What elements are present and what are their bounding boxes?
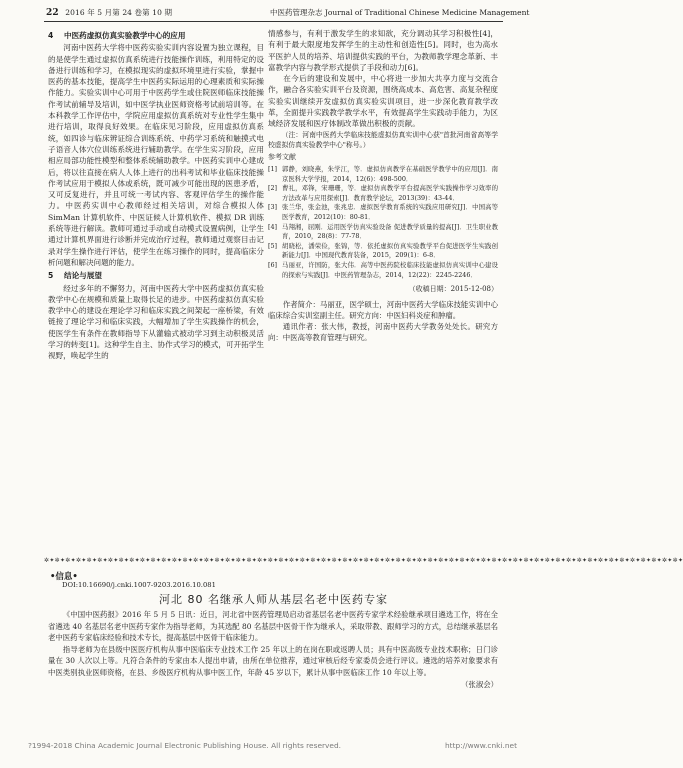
- references-title: 参考文献: [268, 152, 296, 161]
- section-4-number: 4: [48, 31, 54, 40]
- section-5-heading: [48, 270, 264, 281]
- reference-text: 马丽亚，许国防，张大伟．高等中医药院校临床技能虚拟仿真实训中心建设的探索与实践[J]．中医药管理杂志，2014，12(22)：2245-2246．: [282, 260, 498, 279]
- news-paragraph-2: 指导老师为在县级中医医疗机构从事中医临床专业技术工作 25 年以上的在岗在职或返聘人员；具有中医高级专业技术职称；日门诊量在 30 人次以上等。凡符合条件的专家由本人提出申请，由所在单位推荐，通过审核后经专家委员会进行评议。遴选的培养对象要求有中医类别执业医师资格，在县、乡级医疗机构从事中医工作，年龄 45 岁以下，累计从事中医临床工作 10 年以上等。: [48, 644, 498, 677]
- reference-number: [2]: [268, 184, 278, 193]
- section-5-number: 5: [48, 271, 54, 281]
- copyright-footer: ?1994-2018 China Academic Journal Electronic Publishing House. All rights reserved.: [28, 741, 342, 750]
- reference-item: [268, 203, 498, 222]
- info-label: •信息•: [50, 572, 78, 582]
- reference-item: [268, 184, 498, 203]
- outlook-paragraph: 在今后的建设和发展中，中心将进一步加大共享力度与交流合作，融合各实验实训平台及资源，围绕高成本、高危害、高复杂程度实验实训继续开发虚拟仿真实验实训项目，进一步深化教育教学改革，全面提升实践教学教学水平，有效提高学生实践动手能力，为区域经济发展和医疗体制改革做出积极的贡献。: [268, 74, 498, 129]
- reference-number: [5]: [268, 241, 278, 250]
- author-info: 作者简介：马丽亚，医学硕士，河南中医药大学临床技能实训中心临床综合实训室副主任。研究方向：中医妇科炎症和肿瘤。: [268, 300, 498, 321]
- received-date: （收稿日期：2015-12-08）: [408, 285, 498, 294]
- section-4-heading: [48, 30, 264, 41]
- reference-text: 胡晓松，潘荣俭，张锦，等．依托虚拟仿真实验教学平台促进医学生实践创新能力[J]．中国现代教育装备，2015，209(1)：6-8．: [282, 241, 498, 260]
- fund-note: （注：河南中医药大学临床技能虚拟仿真实训中心获"首批河南省高等学校虚拟仿真实验教学中心"称号。）: [268, 130, 498, 149]
- reference-text: 郭静，刘晓燕，朱学江，等．虚拟仿真教学在基础医学教学中的应用[J]．南京医科大学学报，2014，12(6)：498-500．: [282, 164, 498, 183]
- reference-number: [1]: [268, 164, 278, 173]
- news-paragraph-1: 《中国中医药报》2016 年 5 月 5 日讯：近日，河北省中医药管理局启动省基层名老中医药专家学术经验继承项目遴选工作，将在全省遴选 40 名基层名老中医药专家作为指导老师，为其选配 80 名基层中医骨干作为继承人，采取带教、跟师学习的方式，总结继承基层名老中医药专家临床经验和技术专长，提高基层中医骨干临床能力。: [48, 610, 498, 643]
- header-rule: [44, 21, 503, 22]
- issue-info: 2016 年 5 月第 24 卷第 10 期: [65, 8, 173, 17]
- reference-number: [4]: [268, 222, 278, 231]
- reference-text: 张兰华，张金池，张兆忠．虚拟医学教育系统的实践应用研究[J]．中国高等医学教育，2012(10)：80-81．: [282, 203, 498, 221]
- section-4-title: 中医药虚拟仿真实验教学中心的应用: [64, 31, 186, 40]
- news-source-line: [48, 679, 498, 691]
- reference-number: [6]: [268, 260, 278, 269]
- running-header: [0, 0, 547, 22]
- header-left: [46, 7, 172, 18]
- reference-item: [268, 242, 498, 261]
- left-column: [48, 28, 264, 362]
- ornamental-divider: ✲✦✲✦✲✦✲✦✲✦✲✦✲✦✲✦✲✦✲✦✲✦✲✦✲✦✲✦✲✦✲✦✲✦✲✦✲✦✲✦✲✦✲✦✲✦✲✦✲✦✲✦✲✦✲✦✲✦✲✦✲✦✲✦✲✦✲✦✲✦✲✦✲✦✲✦✲✦✲✦✲✦✲✦✲✦✲✦✲✦✲✦✲✦✲✦✲✦✲✦✲✦✲✦✲✦✲✦✲✦✲✦✲✦✲✦✲✦✲✦: [44, 557, 683, 564]
- correspondence-info: 通讯作者：张大伟，教授，河南中医药大学教务处处长。研究方向：中医高等教育管理与研究。: [268, 322, 498, 343]
- reference-item: [268, 223, 498, 242]
- journal-name: 中医药管理杂志 Journal of Traditional Chinese Medicine Management: [270, 8, 530, 17]
- reference-list: [268, 165, 498, 280]
- reference-text: 马翔湘，屈刚．运用医学仿真实验设备 促进教学质量的提高[J]．卫生职业教育，2010，28(8)：77-78．: [282, 222, 498, 241]
- cnki-url: http://www.cnki.net: [444, 741, 517, 750]
- page-number: 22: [46, 8, 59, 18]
- reference-number: [3]: [268, 203, 278, 212]
- section-5-paragraph: 经过多年的不懈努力，河南中医药大学中医药虚拟仿真实验教学中心在规模和质量上取得长足的进步。中医药虚拟仿真实验教学中心的建设在理论学习和临床实践之间架起一座桥梁，有效链接了理论学习和临床实践，大幅增加了学生实践操作的机会，使医学生有条件在教师指导下从灌输式被动学习到主动积极灵活学习的转变[1]。这种学生自主、协作式学习的模式，可开拓学生视野，唤起学生的: [48, 283, 264, 361]
- reference-item: [268, 165, 498, 184]
- section-4-paragraph: 河南中医药大学将中医药实验实训内容设置为独立课程，目的是使学生通过虚拟仿真系统进行技能操作训练，利用特定的设备进行训练和学习，在模拟现实的虚拟环境里进行实验，掌握中医药的基本技能，提高学生中医药实际运用的心理素质和实际操作能力。实验实训中心可用于中医药学生或住院医师临床技能操作考试前辅导及培训，如中医学执业医师资格考试前培训等。在本科教学工作评估中，学院应用虚拟仿真系统对专业性学生集中进行培训，取得良好效果。在临床见习阶段，应用虚拟仿真系统，如四诊与临床辨证综合训练系统、中药学习系统和触摸式电子语音人体穴位训练系统进行辅助教学。在学生实习阶段，应用相应局部功能性模型和整体系统辅助教学。中医药实训中心建成后，将以往直接在病人人体上进行的出科考试和毕业临床技能操作考试应用于模拟人体或系统，既可减少可能出现的医患矛盾，又可反复进行，并且可统一考试内容、客观评估学生的操作能力。中医药实训中心教师经过相关培训，对综合模拟人体 SimMan 计算机软件、中医证候人计算机软件、模拟 DR 训练系统等进行解读。教师可通过手动或自动模式设置病例，让学生通过计算机界面进行诊断并完成治疗过程，教师通过观察目击记录对学生操作进行评估，使学生在练习操作的同时，提高临床分析问题和解决问题的能力。: [48, 43, 264, 267]
- news-source: （张淑会）: [461, 679, 498, 689]
- continued-paragraph: 情感参与，有利于激发学生的求知欲，充分调动其学习积极性[4]，有利于最大限度地发挥学生的主动性和创造性[5]。同时，也为高水平医护人员的培养、培训提供实践的平台，为教师教学理念革新、丰富教学内容与教学形式提供了手段和动力[6]。: [268, 29, 498, 72]
- reference-item: [268, 261, 498, 280]
- news-body: [48, 609, 498, 690]
- right-column: [268, 28, 498, 343]
- doi-text: DOI:10.16690/j.cnki.1007-9203.2016.10.081: [62, 581, 216, 589]
- reference-text: 曹礼，邓锋，宋珊珊，等．虚拟仿真教学平台提高医学实践操作学习效率的方法改革与应用探索[J]．教育教学论坛，2013(39)：43-44．: [282, 184, 498, 202]
- news-title: 河北 80 名继承人师从基层名老中医药专家: [159, 593, 388, 606]
- section-5-title: 结论与展望: [64, 271, 102, 281]
